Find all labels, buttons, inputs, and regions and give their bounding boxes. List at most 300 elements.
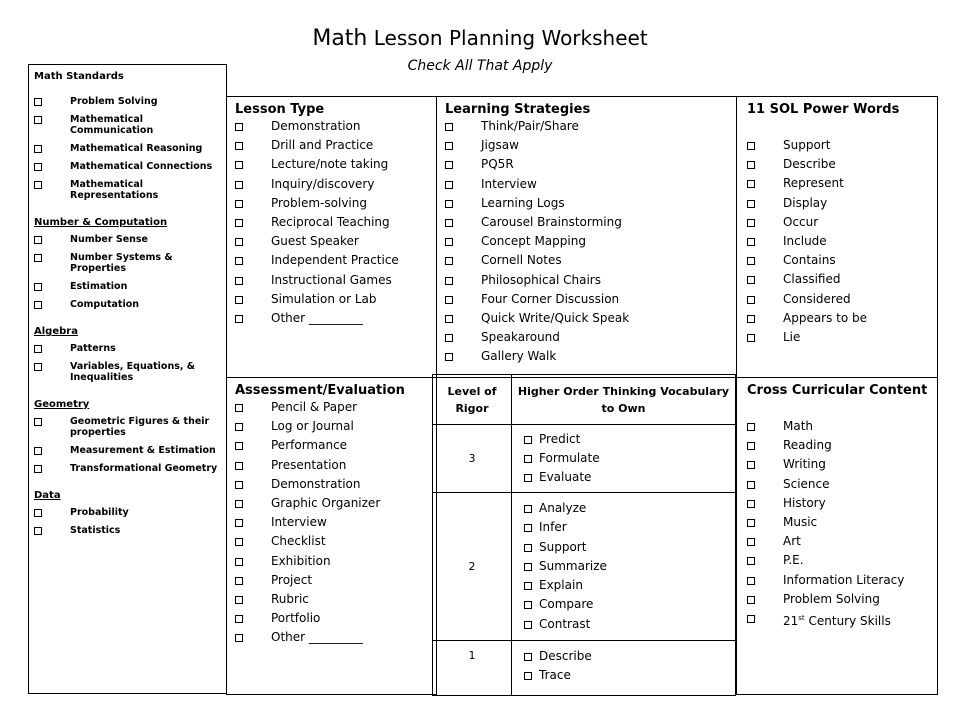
checkbox-item[interactable] [235, 609, 436, 628]
checkbox-item[interactable] [747, 251, 937, 270]
checkbox-icon[interactable] [34, 363, 42, 371]
checkbox-icon[interactable] [524, 505, 532, 513]
checkbox-item[interactable] [34, 525, 220, 536]
checkbox-icon[interactable] [235, 238, 243, 246]
checkbox-item[interactable] [34, 281, 220, 292]
checkbox-icon[interactable] [445, 181, 453, 189]
checkbox-item[interactable] [235, 155, 436, 174]
checkbox-icon[interactable] [747, 500, 755, 508]
rigor-level-2: 2 [433, 493, 512, 641]
checkbox-item[interactable] [524, 595, 734, 614]
checkbox-icon[interactable] [34, 236, 42, 244]
checkbox-label: Formulate [539, 450, 600, 465]
checkbox-label: Estimation [70, 281, 128, 292]
checkbox-item[interactable] [235, 309, 436, 328]
checkbox-icon[interactable] [235, 577, 243, 585]
rigor-level-1: 1 [433, 641, 512, 696]
checkbox-icon[interactable] [747, 334, 755, 342]
rigor-vocab-header: Higher Order Thinking Vocabulary to Own [512, 375, 736, 425]
checkbox-icon[interactable] [445, 277, 453, 285]
checkbox-item[interactable] [747, 270, 937, 289]
checkbox-label: Appears to be [783, 310, 868, 325]
title-math: Math [312, 26, 368, 51]
cross-curricular-heading: Cross Curricular Content [747, 383, 928, 398]
checkbox-item[interactable] [445, 194, 736, 213]
checkbox-item[interactable] [34, 445, 220, 456]
checkbox-label: Graphic Organizer [271, 496, 381, 511]
checkbox-icon[interactable] [235, 123, 243, 131]
checkbox-label: Log or Journal [271, 419, 354, 434]
assessment-heading: Assessment/Evaluation [235, 383, 405, 398]
checkbox-label: Exhibition [271, 553, 331, 568]
rigor-table [432, 374, 736, 696]
checkbox-icon[interactable] [524, 544, 532, 552]
lesson-type-panel [226, 96, 437, 378]
checkbox-item[interactable] [445, 347, 736, 366]
standards-list [34, 234, 220, 310]
checkbox-icon[interactable] [747, 481, 755, 489]
checkbox-icon[interactable] [34, 254, 42, 262]
checkbox-label: Lecture/note taking [271, 157, 389, 172]
checkbox-icon[interactable] [747, 296, 755, 304]
checkbox-label: Measurement & Estimation [70, 445, 216, 456]
checkbox-item[interactable] [747, 155, 937, 174]
checkbox-item[interactable] [34, 161, 220, 172]
checkbox-label: Pencil & Paper [271, 400, 358, 414]
checkbox-label: Contrast [539, 616, 591, 631]
checkbox-label: Simulation or Lab [271, 291, 377, 306]
checkbox-item[interactable] [235, 475, 436, 494]
checkbox-item[interactable] [34, 463, 220, 474]
checkbox-item[interactable] [524, 557, 734, 576]
checkbox-icon[interactable] [524, 455, 532, 463]
checkbox-label: Inquiry/discovery [271, 176, 375, 191]
checkbox-icon[interactable] [747, 219, 755, 227]
checkbox-item[interactable] [235, 513, 436, 532]
checkbox-label: 21st Century Skills [783, 614, 891, 629]
checkbox-label: Patterns [70, 343, 116, 354]
checkbox-icon[interactable] [747, 180, 755, 188]
checkbox-label: Classified [783, 272, 841, 287]
rigor-words-3 [524, 430, 734, 488]
checkbox-icon[interactable] [524, 653, 532, 661]
checkbox-label: Speakaround [481, 330, 560, 345]
page-title [0, 26, 960, 51]
checkbox-item[interactable] [747, 436, 937, 455]
checkbox-label: Represent [783, 176, 844, 191]
checkbox-icon[interactable] [235, 596, 243, 604]
checkbox-label: History [783, 495, 826, 510]
standards-list [34, 507, 220, 536]
checkbox-label: Drill and Practice [271, 138, 374, 153]
checkbox-item[interactable] [445, 251, 736, 270]
standards-section-heading: Number & Computation [34, 217, 168, 228]
checkbox-label: Trace [539, 668, 571, 683]
checkbox-item[interactable] [747, 194, 937, 213]
checkbox-item[interactable] [235, 532, 436, 551]
checkbox-item[interactable] [524, 615, 734, 634]
checkbox-label: Support [539, 539, 587, 554]
checkbox-item[interactable] [747, 417, 937, 436]
checkbox-item[interactable] [34, 252, 220, 274]
standards-list [34, 343, 220, 383]
checkbox-item[interactable] [747, 213, 937, 232]
checkbox-label: Cornell Notes [481, 253, 562, 268]
checkbox-label: Display [783, 195, 828, 210]
assessment-panel [226, 377, 437, 695]
checkbox-label: Quick Write/Quick Speak [481, 311, 630, 326]
checkbox-item[interactable] [235, 136, 436, 155]
checkbox-label: Concept Mapping [481, 234, 586, 249]
checkbox-label: Portfolio [271, 611, 321, 626]
checkbox-icon[interactable] [747, 238, 755, 246]
checkbox-item[interactable] [235, 628, 436, 647]
checkbox-icon[interactable] [445, 257, 453, 265]
checkbox-icon[interactable] [34, 345, 42, 353]
checkbox-label: Interview [271, 515, 327, 530]
checkbox-label: Jigsaw [481, 138, 519, 153]
lesson-type-heading: Lesson Type [235, 102, 325, 117]
checkbox-icon[interactable] [235, 558, 243, 566]
checkbox-label: Number Systems & Properties [70, 252, 173, 274]
checkbox-item[interactable] [34, 507, 220, 518]
checkbox-label: Interview [481, 176, 537, 191]
checkbox-item[interactable] [235, 117, 436, 136]
checkbox-label: Performance [271, 438, 348, 453]
checkbox-label: Predict [539, 431, 581, 446]
checkbox-item[interactable] [34, 416, 220, 438]
rigor-words-2 [524, 499, 734, 633]
checkbox-item[interactable] [747, 609, 937, 631]
checkbox-label: Project [271, 572, 313, 587]
checkbox-label: Mathematical Representations [70, 179, 159, 201]
checkbox-icon[interactable] [445, 161, 453, 169]
checkbox-icon[interactable] [747, 461, 755, 469]
checkbox-label: Describe [783, 157, 836, 172]
checkbox-item[interactable] [747, 232, 937, 251]
checkbox-icon[interactable] [747, 519, 755, 527]
checkbox-icon[interactable] [445, 200, 453, 208]
checkbox-item[interactable] [445, 213, 736, 232]
rigor-words-1 [524, 647, 734, 685]
checkbox-icon[interactable] [235, 538, 243, 546]
checkbox-label: Describe [539, 649, 592, 663]
checkbox-icon[interactable] [747, 577, 755, 585]
checkbox-item[interactable] [235, 456, 436, 475]
checkbox-label: Four Corner Discussion [481, 291, 620, 306]
checkbox-item[interactable] [747, 494, 937, 513]
checkbox-icon[interactable] [445, 219, 453, 227]
checkbox-label: Probability [70, 507, 129, 518]
checkbox-icon[interactable] [445, 123, 453, 131]
checkbox-item[interactable] [445, 136, 736, 155]
checkbox-label: Evaluate [539, 470, 592, 485]
checkbox-item[interactable] [747, 571, 937, 590]
checkbox-label: PQ5R [481, 157, 514, 172]
checkbox-icon[interactable] [524, 672, 532, 680]
checkbox-icon[interactable] [524, 474, 532, 482]
checkbox-item[interactable] [747, 513, 937, 532]
checkbox-icon[interactable] [34, 116, 42, 124]
checkbox-label: Contains [783, 253, 836, 268]
checkbox-label: Mathematical Communication [70, 114, 154, 136]
checkbox-icon[interactable] [747, 276, 755, 284]
checkbox-label: Problem Solving [70, 96, 158, 107]
learning-strategies-heading: Learning Strategies [445, 102, 591, 117]
checkbox-label: Analyze [539, 501, 587, 516]
checkbox-item[interactable] [445, 155, 736, 174]
learning-strategies-list [445, 117, 736, 367]
checkbox-item[interactable] [747, 309, 937, 328]
checkbox-item[interactable] [34, 143, 220, 154]
checkbox-item[interactable] [524, 468, 734, 487]
checkbox-item[interactable] [34, 96, 220, 107]
checkbox-icon[interactable] [235, 462, 243, 470]
checkbox-icon[interactable] [235, 634, 243, 642]
checkbox-icon[interactable] [34, 181, 42, 189]
checkbox-icon[interactable] [235, 423, 243, 431]
checkbox-item[interactable] [445, 175, 736, 194]
checkbox-label: Occur [783, 214, 819, 229]
checkbox-label: Demonstration [271, 476, 361, 491]
checkbox-label: Considered [783, 291, 851, 306]
standards-section-heading: Geometry [34, 399, 90, 410]
checkbox-item[interactable] [747, 328, 937, 347]
checkbox-icon[interactable] [524, 563, 532, 571]
checkbox-label: Support [783, 138, 831, 152]
checkbox-icon[interactable] [235, 519, 243, 527]
checkbox-label: Instructional Games [271, 272, 392, 287]
checkbox-label: Statistics [70, 525, 121, 536]
checkbox-icon[interactable] [34, 527, 42, 535]
checkbox-icon[interactable] [445, 315, 453, 323]
checkbox-item[interactable] [445, 271, 736, 290]
checkbox-icon[interactable] [524, 436, 532, 444]
lesson-type-list [235, 117, 436, 328]
assessment-list [235, 398, 436, 648]
checkbox-item[interactable] [747, 136, 937, 155]
checkbox-item[interactable] [524, 647, 734, 666]
checkbox-item[interactable] [524, 499, 734, 518]
checkbox-item[interactable] [235, 213, 436, 232]
checkbox-label: Gallery Walk [481, 349, 557, 364]
checkbox-item[interactable] [747, 590, 937, 609]
sol-power-words-list [747, 136, 937, 347]
checkbox-item[interactable] [524, 538, 734, 557]
checkbox-label: Variables, Equations, & Inequalities [70, 361, 196, 383]
checkbox-icon[interactable] [235, 404, 243, 412]
sol-power-words-panel [736, 96, 938, 378]
checkbox-item[interactable] [747, 290, 937, 309]
sol-power-words-heading: 11 SOL Power Words [747, 102, 900, 117]
checkbox-label: Geometric Figures & their properties [70, 416, 210, 438]
page-subtitle: Check All That Apply [407, 58, 553, 74]
checkbox-item[interactable] [235, 417, 436, 436]
checkbox-item[interactable] [747, 174, 937, 193]
checkbox-label: Art [783, 534, 801, 549]
cross-curricular-panel [736, 377, 938, 695]
standards-list [34, 96, 220, 201]
checkbox-item[interactable] [235, 251, 436, 270]
checkbox-icon[interactable] [747, 161, 755, 169]
checkbox-item[interactable] [34, 179, 220, 201]
checkbox-icon[interactable] [747, 557, 755, 565]
checkbox-item[interactable] [34, 234, 220, 245]
checkbox-item[interactable] [524, 666, 734, 685]
checkbox-icon[interactable] [235, 615, 243, 623]
checkbox-label: Number Sense [70, 234, 148, 245]
checkbox-label: Think/Pair/Share [481, 119, 579, 133]
checkbox-icon[interactable] [445, 296, 453, 304]
checkbox-item[interactable] [747, 532, 937, 551]
checkbox-item[interactable] [445, 232, 736, 251]
checkbox-icon[interactable] [235, 142, 243, 150]
standards-section-heading: Algebra [34, 326, 78, 337]
checkbox-icon[interactable] [235, 442, 243, 450]
checkbox-icon[interactable] [445, 334, 453, 342]
checkbox-label: Reciprocal Teaching [271, 215, 390, 230]
checkbox-icon[interactable] [747, 538, 755, 546]
checkbox-label: Checklist [271, 534, 326, 549]
checkbox-icon[interactable] [747, 257, 755, 265]
checkbox-icon[interactable] [524, 524, 532, 532]
checkbox-icon[interactable] [445, 238, 453, 246]
checkbox-item[interactable] [34, 361, 220, 383]
learning-strategies-panel [436, 96, 737, 378]
checkbox-icon[interactable] [34, 163, 42, 171]
checkbox-icon[interactable] [445, 142, 453, 150]
checkbox-label: Computation [70, 299, 140, 310]
checkbox-label: Explain [539, 578, 583, 593]
checkbox-item[interactable] [445, 328, 736, 347]
checkbox-item[interactable] [445, 309, 736, 328]
checkbox-item[interactable] [235, 290, 436, 309]
checkbox-label: Transformational Geometry [70, 463, 218, 474]
checkbox-label: Infer [539, 520, 567, 535]
checkbox-label: Philosophical Chairs [481, 272, 601, 287]
checkbox-label: Carousel Brainstorming [481, 215, 622, 230]
checkbox-label: Other _________ [271, 630, 363, 645]
checkbox-icon[interactable] [34, 447, 42, 455]
checkbox-icon[interactable] [235, 181, 243, 189]
checkbox-label: Problem Solving [783, 591, 880, 606]
checkbox-item[interactable] [747, 551, 937, 570]
checkbox-label: Mathematical Reasoning [70, 143, 203, 154]
checkbox-label: Music [783, 515, 818, 530]
checkbox-label: Include [783, 234, 827, 249]
checkbox-icon[interactable] [235, 161, 243, 169]
checkbox-icon[interactable] [747, 142, 755, 150]
checkbox-item[interactable] [235, 552, 436, 571]
checkbox-label: Reading [783, 438, 832, 453]
checkbox-label: Summarize [539, 558, 607, 573]
checkbox-item[interactable] [235, 232, 436, 251]
checkbox-item[interactable] [235, 571, 436, 590]
checkbox-item[interactable] [235, 436, 436, 455]
checkbox-label: Science [783, 476, 830, 491]
checkbox-item[interactable] [235, 175, 436, 194]
checkbox-label: P.E. [783, 553, 804, 568]
checkbox-icon[interactable] [34, 145, 42, 153]
checkbox-item[interactable] [235, 194, 436, 213]
rigor-level-3: 3 [433, 425, 512, 493]
checkbox-icon[interactable] [235, 481, 243, 489]
checkbox-label: Problem-solving [271, 195, 367, 210]
checkbox-icon[interactable] [34, 465, 42, 473]
checkbox-icon[interactable] [34, 283, 42, 291]
rigor-level-header: Level of Rigor [433, 375, 512, 425]
checkbox-label: Information Literacy [783, 572, 905, 587]
checkbox-icon[interactable] [34, 418, 42, 426]
checkbox-item[interactable] [34, 343, 220, 354]
checkbox-label: Independent Practice [271, 253, 399, 268]
checkbox-item[interactable] [34, 299, 220, 310]
checkbox-icon[interactable] [235, 257, 243, 265]
checkbox-icon[interactable] [524, 621, 532, 629]
title-rest: Lesson Planning Worksheet [367, 26, 648, 50]
checkbox-icon[interactable] [235, 500, 243, 508]
math-standards-panel [28, 64, 227, 694]
checkbox-icon[interactable] [235, 277, 243, 285]
checkbox-icon[interactable] [235, 315, 243, 323]
checkbox-label: Learning Logs [481, 195, 565, 210]
checkbox-icon[interactable] [34, 98, 42, 106]
checkbox-label: Math [783, 419, 814, 433]
standards-section-heading: Math Standards [34, 71, 124, 82]
checkbox-item[interactable] [747, 455, 937, 474]
checkbox-item[interactable] [524, 518, 734, 537]
standards-list [34, 416, 220, 474]
checkbox-icon[interactable] [445, 353, 453, 361]
checkbox-label: Lie [783, 330, 801, 345]
checkbox-label: Compare [539, 597, 594, 612]
checkbox-item[interactable] [235, 271, 436, 290]
checkbox-item[interactable] [445, 117, 736, 136]
checkbox-label: Other _________ [271, 311, 363, 326]
checkbox-item[interactable] [524, 449, 734, 468]
checkbox-icon[interactable] [747, 200, 755, 208]
checkbox-label: Guest Speaker [271, 234, 359, 249]
checkbox-item[interactable] [524, 576, 734, 595]
checkbox-icon[interactable] [524, 601, 532, 609]
checkbox-label: Demonstration [271, 119, 361, 133]
checkbox-icon[interactable] [524, 582, 532, 590]
checkbox-icon[interactable] [747, 596, 755, 604]
checkbox-icon[interactable] [34, 509, 42, 517]
checkbox-item[interactable] [445, 290, 736, 309]
checkbox-icon[interactable] [235, 219, 243, 227]
checkbox-item[interactable] [235, 398, 436, 417]
checkbox-label: Writing [783, 457, 826, 472]
checkbox-icon[interactable] [747, 442, 755, 450]
checkbox-icon[interactable] [235, 296, 243, 304]
checkbox-item[interactable] [235, 590, 436, 609]
checkbox-label: Rubric [271, 592, 309, 607]
cross-curricular-list [747, 417, 937, 631]
checkbox-icon[interactable] [747, 423, 755, 431]
checkbox-label: Mathematical Connections [70, 161, 213, 172]
standards-section-heading: Data [34, 490, 61, 501]
checkbox-label: Presentation [271, 457, 347, 472]
checkbox-item[interactable] [34, 114, 220, 136]
checkbox-item[interactable] [235, 494, 436, 513]
checkbox-item[interactable] [524, 430, 734, 449]
checkbox-item[interactable] [747, 475, 937, 494]
checkbox-icon[interactable] [235, 200, 243, 208]
checkbox-icon[interactable] [34, 301, 42, 309]
checkbox-icon[interactable] [747, 315, 755, 323]
checkbox-icon[interactable] [747, 615, 755, 623]
